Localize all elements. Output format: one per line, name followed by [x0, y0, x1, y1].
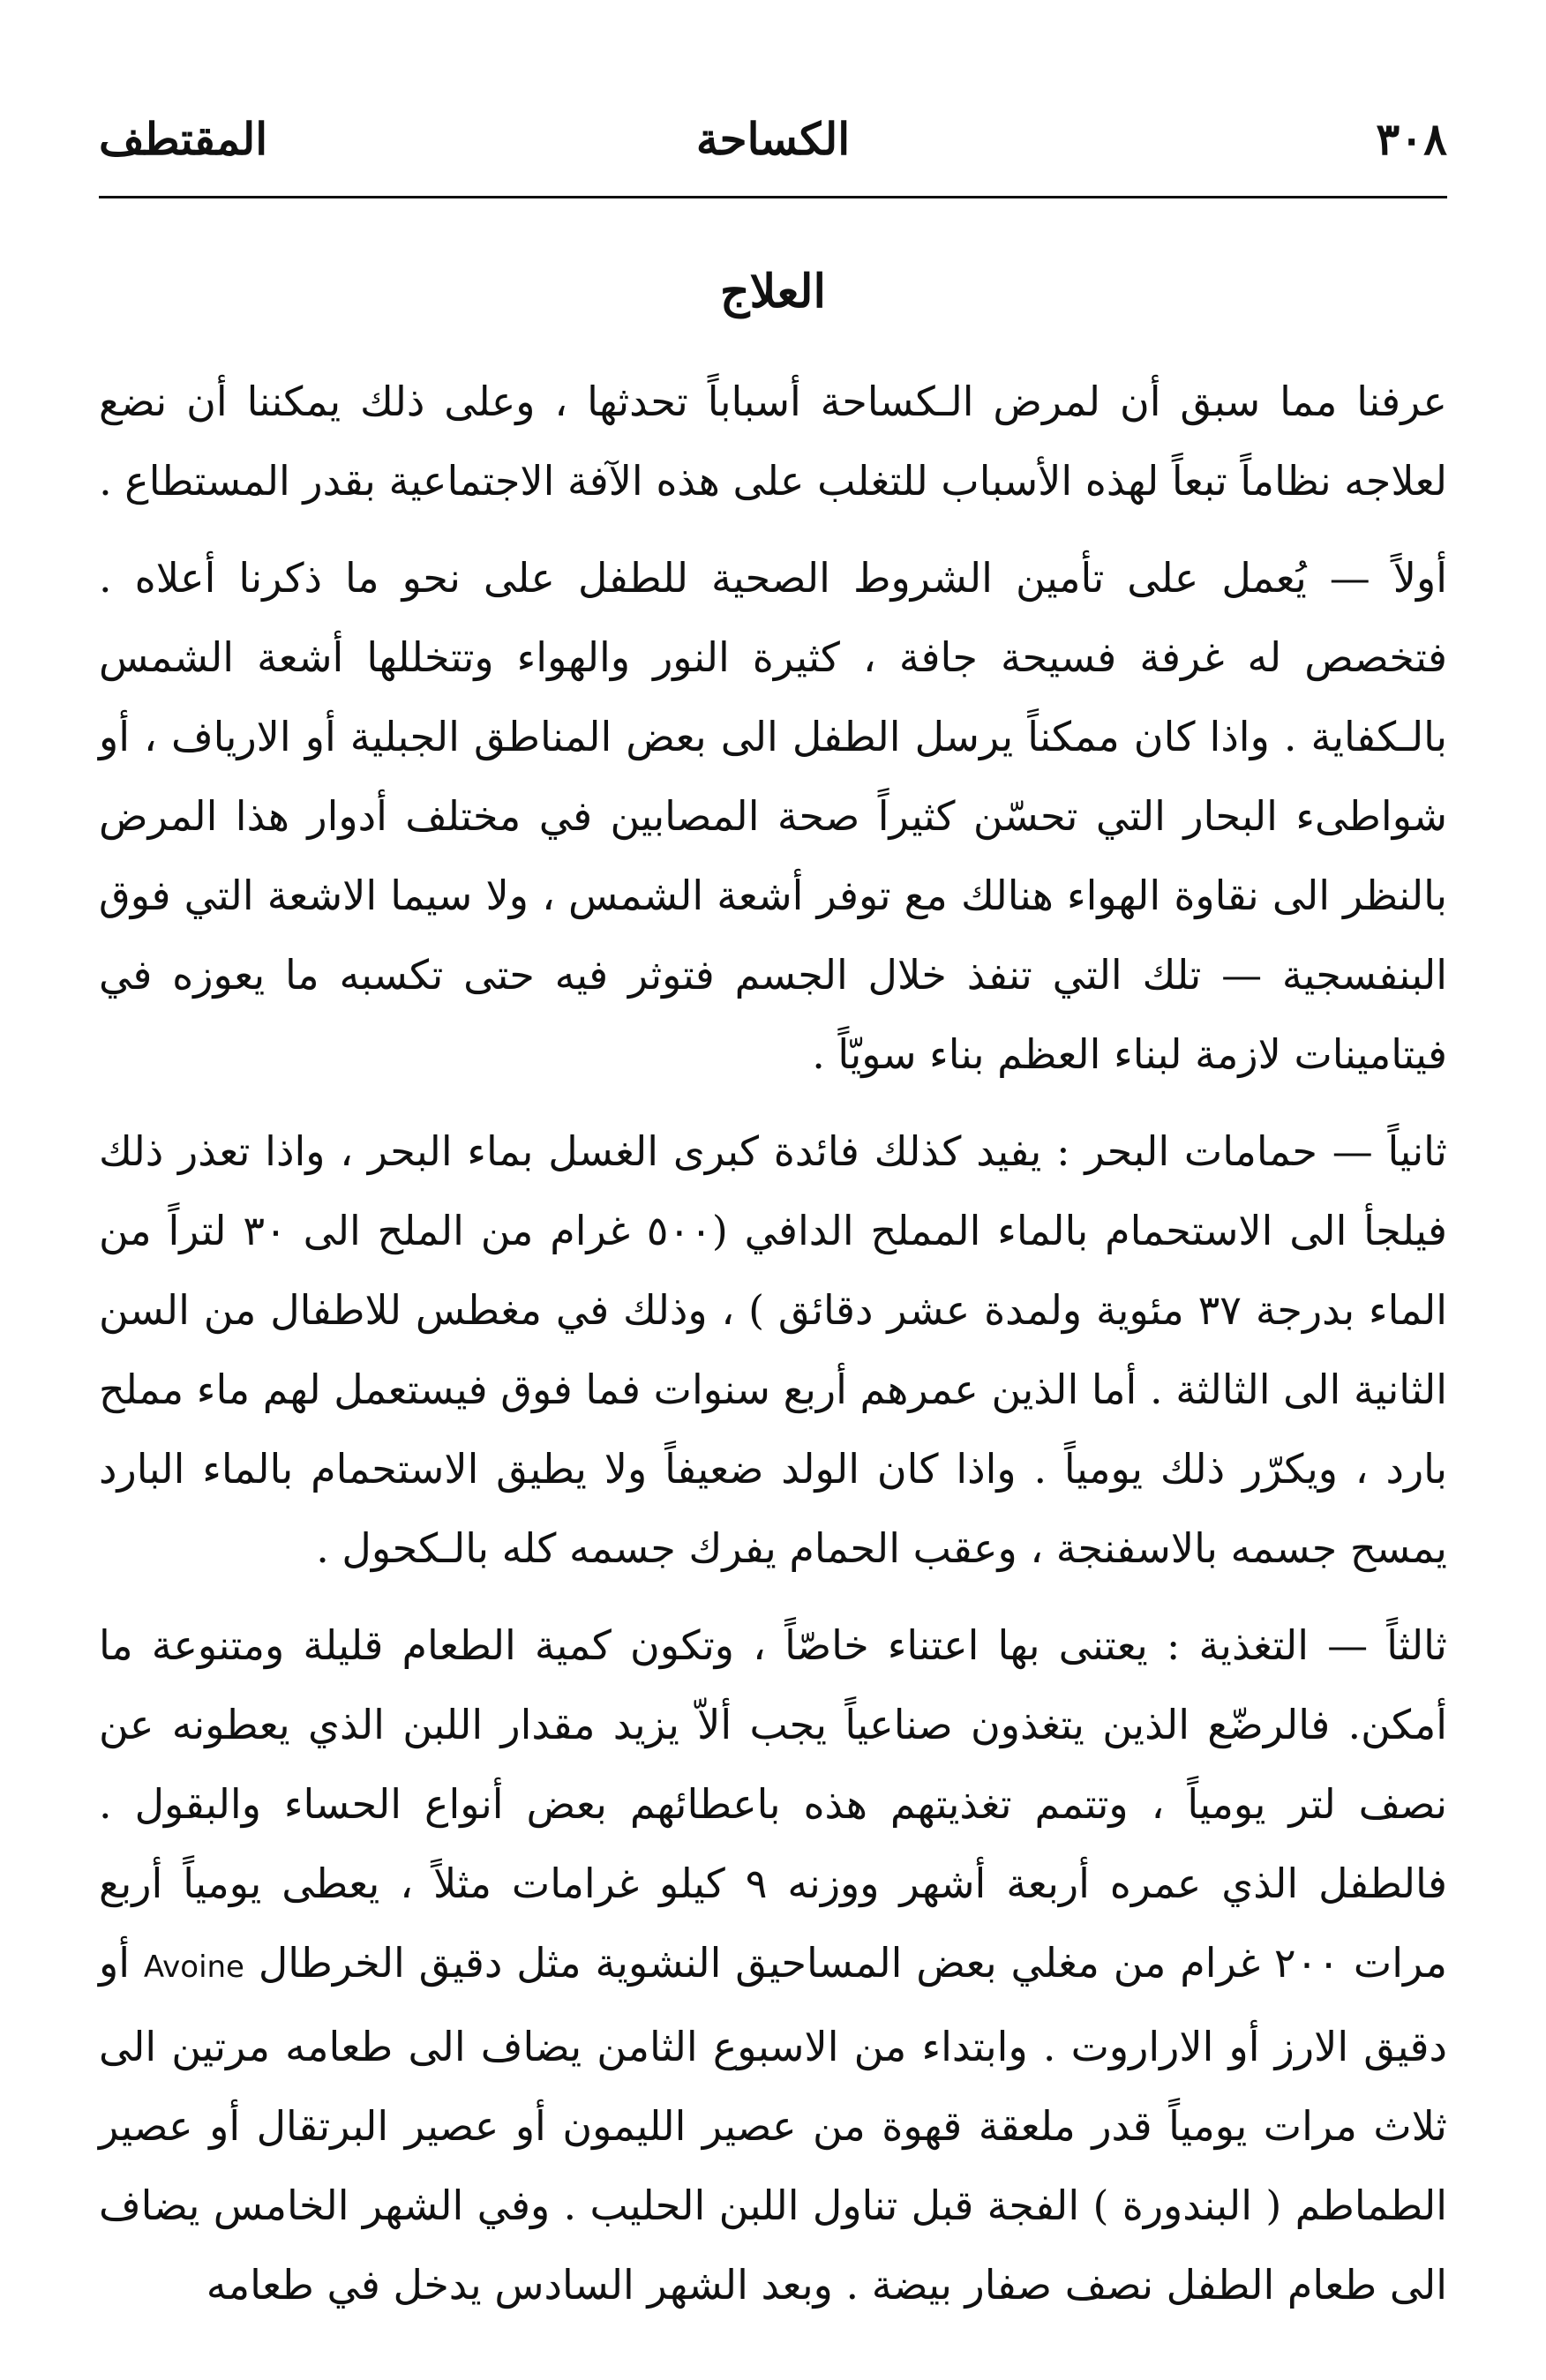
- paragraph-second: ثانياً — حمامات البحر : يفيد كذلك فائدة كبرى الغسل بماء البحر ، واذا تعذر ذلك فيلجأ الى الاستحمام بالماء المملح الدافي (٥٠٠ غرام من الملح الى ٣٠ لتراً من الماء بدرجة ٣٧ مئوية ولمدة عشر دقائق ) ، وذلك في مغطس للاطفال من السن الثانية الى الثالثة . أما الذين عمرهم أربع سنوات فما فوق فيستعمل لهم ماء مملح بارد ، ويكرّر ذلك يومياً . واذا كان الولد ضعيفاً ولا يطيق الاستحمام بالماء البارد يمسح جسمه بالاسفنجة ، وعقب الحمام يفرك جسمه كله بالـكحول .: [99, 1127, 1448, 1572]
- body-text: [99, 362, 1447, 2342]
- journal-name: المقتطف: [99, 113, 268, 165]
- paragraph-third: [99, 1605, 1447, 2324]
- paragraph-third-part1: ثالثاً — التغذية : يعتنى بها اعتناء خاصّاً ، وتكون كمية الطعام قليلة ومتنوعة ما أمكن. فالرضّع الذين يتغذون صناعياً يجب ألاّ يزيد مقدار اللبن الذي يعطونه عن نصف لتر يومياً ، وتتمم تغذيتهم هذه باعطائهم بعض أنواع الحساء والبقول . فالطفل الذي عمره أربعة أشهر ووزنه ٩ كيلو غرامات مثلاً ، يعطى يومياً أربع مرات ٢٠٠ غرام من مغلي بعض المساحيق النشوية مثل دقيق الخرطال: [99, 1621, 1447, 1987]
- paragraph-intro: عرفنا مما سبق أن لمرض الـكساحة أسباباً تحدثها ، وعلى ذلك يمكننا أن نضع لعلاجه نظاماً تبعاً لهذه الأسباب للتغلب على هذه الآفة الاجتماعية بقدر المستطاع .: [99, 378, 1447, 505]
- running-title: الكساحة: [695, 113, 851, 165]
- paragraph-first: أولاً — يُعمل على تأمين الشروط الصحية للطفل على نحو ما ذكرنا أعلاه . فتخصص له غرفة فسيحة جافة ، كثيرة النور والهواء وتتخللها أشعة الشمس بالـكفاية . واذا كان ممكناً يرسل الطفل الى بعض المناطق الجبلية أو الارياف ، أو شواطىء البحار التي تحسّن كثيراً صحة المصابين في مختلف أدوار هذا المرض بالنظر الى نقاوة الهواء هنالك مع توفر أشعة الشمس ، ولا سيما الاشعة التي فوق البنفسجية — تلك التي تنفذ خلال الجسم فتوثر فيه حتى تكسبه ما يعوزه في فيتامينات لازمة لبناء العظم بناء سويّاً .: [99, 554, 1448, 1078]
- page-header: [99, 104, 1447, 175]
- section-heading: العلاج: [720, 265, 826, 318]
- header-rule: [99, 196, 1447, 198]
- paragraph-third-part2: أو دقيق الارز أو الاراروت . وابتداء من الاسبوع الثامن يضاف الى طعامه مرتين الى ثلاث مرات يومياً قدر ملعقة قهوة من عصير الليمون أو عصير البرتقال أو عصير الطماطم ( البندورة ) الفجة قبل تناول اللبن الحليب . وفي الشهر الخامس يضاف الى طعام الطفل نصف صفار بيضة . وبعد الشهر السادس يدخل في طعامه: [99, 1939, 1447, 2309]
- page-number: ٣٠٨: [1376, 113, 1447, 165]
- latin-term: Avoine: [143, 1950, 244, 1985]
